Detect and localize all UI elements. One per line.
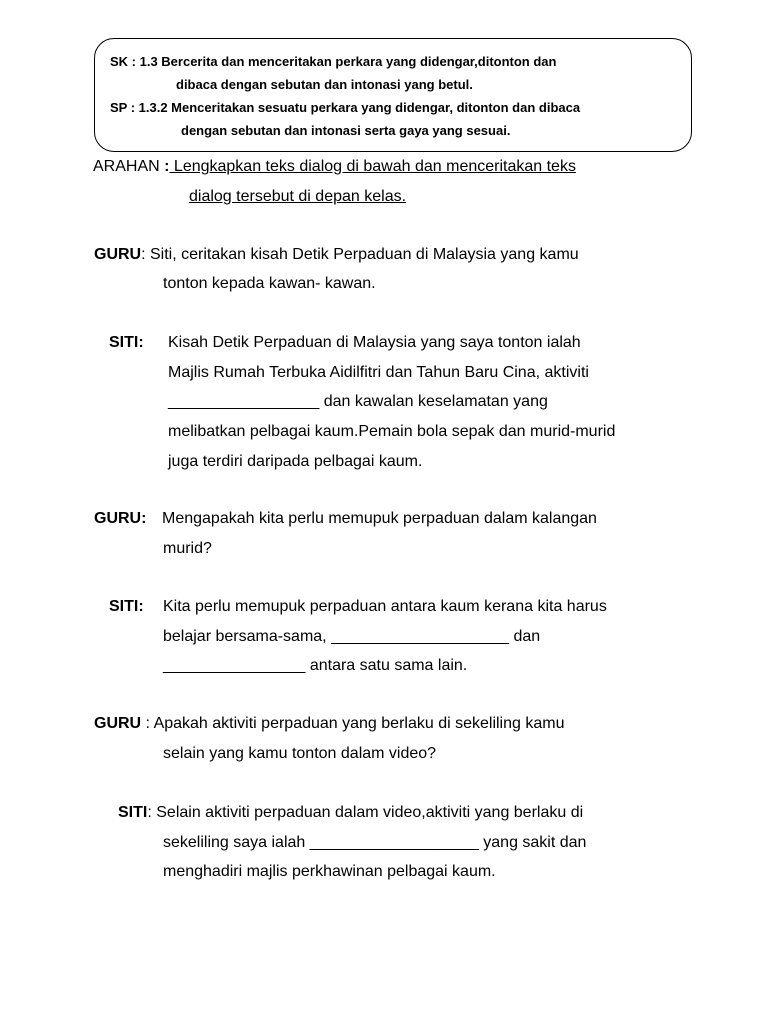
dialog-line: Majlis Rumah Terbuka Aidilfitri dan Tahun Baru Cina, aktiviti — [168, 364, 589, 381]
dialog-text: Apakah aktiviti perpaduan yang berlaku di sekeliling kamu — [150, 715, 565, 732]
dialog-line: Kita perlu memupuk perpaduan antara kaum kerana kita harus — [163, 598, 607, 615]
dialog-line: Mengapakah kita perlu memupuk perpaduan dalam kalangan — [162, 510, 597, 527]
speaker-label: GURU — [94, 715, 142, 732]
dialog-line: tonton kepada kawan- kawan. — [163, 275, 376, 292]
dialog-line — [94, 714, 564, 734]
speaker-label: SITI: — [109, 334, 144, 351]
dialog-line: _________________ dan kawalan keselamatan yang — [168, 393, 548, 410]
speaker-label: GURU: — [94, 510, 147, 527]
dialog-text: Selain aktiviti perpaduan dalam video,aktiviti yang berlaku di — [151, 804, 584, 821]
instruction-label: ARAHAN — [93, 158, 160, 175]
speaker-sep: : — [141, 715, 150, 732]
sk-line-1: SK : 1.3 Bercerita dan menceritakan perkara yang didengar,ditonton dan — [110, 54, 557, 69]
speaker-label: SITI: — [109, 598, 144, 615]
sk-line-2: dibaca dengan sebutan dan intonasi yang betul. — [176, 77, 473, 92]
dialog-line: murid? — [163, 540, 212, 557]
sp-line-2: dengan sebutan dan intonasi serta gaya yang sesuai. — [181, 123, 511, 138]
speaker-sep: : — [141, 246, 146, 263]
speaker-sep: : — [147, 804, 152, 821]
sp-line-1: SP : 1.3.2 Menceritakan sesuatu perkara yang didengar, ditonton dan dibaca — [110, 100, 581, 115]
instruction-line-1 — [93, 157, 576, 177]
speaker-label: GURU — [94, 246, 142, 263]
dialog-text: Siti, ceritakan kisah Detik Perpaduan di Malaysia yang kamu — [145, 246, 579, 263]
dialog-line: ________________ antara satu sama lain. — [163, 657, 468, 674]
dialog-line: sekeliling saya ialah ___________________ yang sakit dan — [163, 834, 587, 851]
dialog-line: juga terdiri daripada pelbagai kaum. — [168, 453, 423, 470]
instruction-colon: : — [159, 158, 170, 175]
dialog-line: menghadiri majlis perkhawinan pelbagai kaum. — [163, 863, 496, 880]
speaker-label: SITI — [118, 804, 148, 821]
dialog-line: Kisah Detik Perpaduan di Malaysia yang saya tonton ialah — [168, 334, 581, 351]
instruction-text-1: Lengkapkan teks dialog di bawah dan menceritakan teks — [169, 158, 576, 175]
dialog-line — [118, 803, 583, 823]
dialog-line: belajar bersama-sama, ____________________ dan — [163, 628, 541, 645]
dialog-line: selain yang kamu tonton dalam video? — [163, 745, 437, 762]
instruction-line-2: dialog tersebut di depan kelas. — [189, 188, 407, 205]
dialog-line: melibatkan pelbagai kaum.Pemain bola sepak dan murid-murid — [168, 423, 616, 440]
dialog-line — [94, 245, 579, 265]
